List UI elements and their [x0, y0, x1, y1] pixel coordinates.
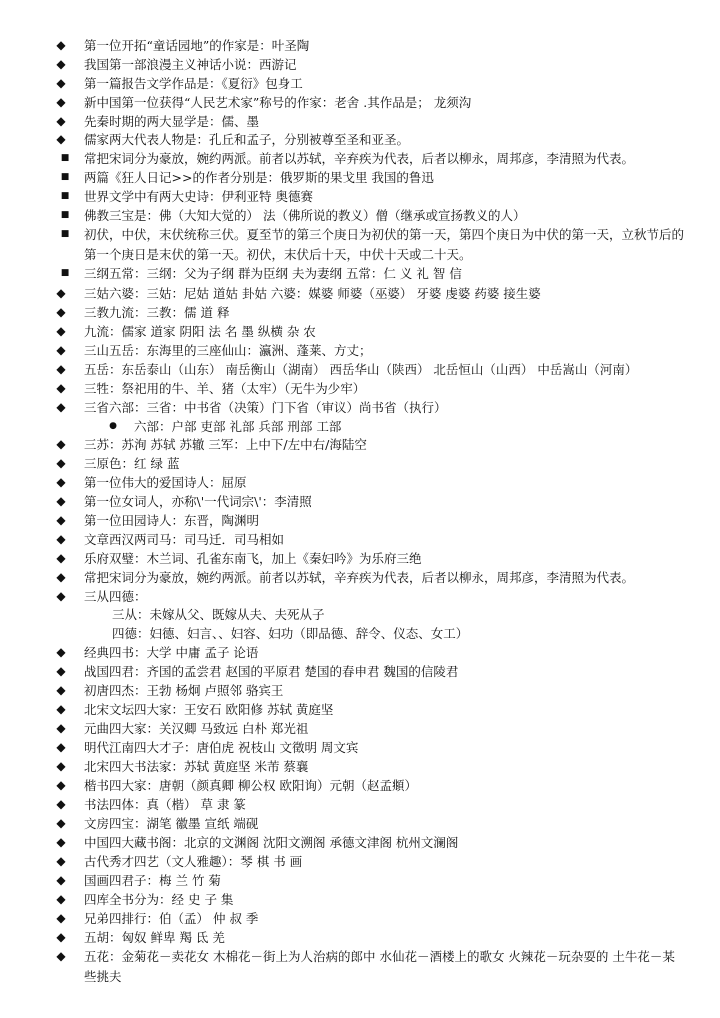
- list-item-text: 文章西汉两司马：司马迁．司马相如: [84, 532, 285, 547]
- list-item: [0, 549, 720, 568]
- list-item: [0, 168, 720, 187]
- square-bullet-icon: ■: [60, 229, 70, 239]
- list-item-text: 三姑六婆：三姑：尼姑 道姑 卦姑 六婆：媒婆 师婆（巫婆） 牙婆 虔婆 药婆 接生婆: [84, 286, 541, 301]
- list-item: [0, 417, 720, 436]
- list-item-text: 第一位女词人，亦称\'一代词宗\'：李清照: [84, 494, 312, 509]
- square-bullet-icon: ■: [60, 210, 70, 220]
- diamond-bullet-icon: ◆: [56, 494, 66, 508]
- list-item-text: 两篇《狂人日记>>的作者分别是：俄罗斯的果戈里 我国的鲁迅: [84, 170, 434, 185]
- square-bullet-icon: ■: [60, 172, 70, 182]
- diamond-bullet-icon: ◆: [56, 570, 66, 584]
- list-item: [0, 149, 720, 168]
- list-item-text: 五花：金菊花－卖花女 木棉花－街上为人治病的郎中 水仙花－酒楼上的歌女 火辣花－玩杂耍的 土牛花－某些挑夫: [84, 949, 675, 984]
- diamond-bullet-icon: ◆: [56, 324, 66, 338]
- list-item-text: 三从：未嫁从父、既嫁从夫、夫死从子: [112, 607, 325, 622]
- list-item-text: 三省六部：三省：中书省（决策）门下省（审议）尚书省（执行）: [84, 400, 447, 415]
- list-item-text: 第一位开拓“童话园地”的作家是：叶圣陶: [84, 38, 310, 53]
- list-item-text: 经典四书：大学 中庸 孟子 论语: [84, 645, 259, 660]
- list-item-text: 先秦时期的两大显学是：儒、墨: [84, 114, 260, 129]
- list-item-text: 楷书四大家：唐朝（颜真卿 柳公权 欧阳询）元朝（赵孟頫）: [84, 778, 417, 793]
- list-item: [0, 776, 720, 795]
- list-item: [0, 852, 720, 871]
- diamond-bullet-icon: ◆: [56, 816, 66, 830]
- list-item-text: 常把宋词分为豪放，婉约两派。前者以苏轼，辛弃疾为代表，后者以柳永，周邦彦，李清照为代表。: [84, 570, 635, 585]
- diamond-bullet-icon: ◆: [56, 400, 66, 414]
- diamond-bullet-icon: ◆: [56, 949, 66, 963]
- list-item: [0, 738, 720, 757]
- list-item-text: 古代秀才四艺（文人雅趣）：琴 棋 书 画: [84, 854, 303, 869]
- diamond-bullet-icon: ◆: [56, 343, 66, 357]
- diamond-bullet-icon: ◆: [56, 778, 66, 792]
- list-item-text: 儒家两大代表人物是：孔丘和孟子，分别被尊至圣和亚圣。: [84, 132, 410, 147]
- diamond-bullet-icon: ◆: [56, 854, 66, 868]
- list-item: [0, 187, 720, 206]
- list-item-text: 国画四君子：梅 兰 竹 菊: [84, 873, 221, 888]
- list-item: [0, 587, 720, 606]
- diamond-bullet-icon: ◆: [56, 456, 66, 470]
- diamond-bullet-icon: ◆: [56, 286, 66, 300]
- list-item: [0, 928, 720, 947]
- list-item-text: 三纲五常：三纲：父为子纲 群为臣纲 夫为妻纲 五常：仁 义 礼 智 信: [84, 266, 462, 281]
- diamond-bullet-icon: ◆: [56, 305, 66, 319]
- diamond-bullet-icon: ◆: [56, 911, 66, 925]
- list-item: [0, 909, 720, 928]
- list-item-text: 中国四大藏书阁：北京的文渊阁 沈阳文溯阁 承德文津阁 杭州文澜阁: [84, 835, 459, 850]
- list-item-text: 明代江南四大才子：唐伯虎 祝枝山 文徵明 周文宾: [84, 740, 359, 755]
- diamond-bullet-icon: ◆: [56, 873, 66, 887]
- list-item: [0, 681, 720, 700]
- list-item-text: 佛教三宝是：佛（大知大觉的） 法（佛所说的教义）僧（继承或宣扬教义的人）: [84, 208, 526, 223]
- diamond-bullet-icon: ◆: [56, 132, 66, 146]
- diamond-bullet-icon: ◆: [56, 835, 66, 849]
- diamond-bullet-icon: ◆: [56, 797, 66, 811]
- list-item: [0, 303, 720, 322]
- list-item-text: 第一位伟大的爱国诗人：屈原: [84, 475, 247, 490]
- list-item: [0, 360, 720, 379]
- diamond-bullet-icon: ◆: [56, 589, 66, 603]
- list-item: [0, 890, 720, 909]
- diamond-bullet-icon: ◆: [56, 95, 66, 109]
- diamond-bullet-icon: ◆: [56, 475, 66, 489]
- diamond-bullet-icon: ◆: [56, 532, 66, 546]
- list-item: [0, 398, 720, 417]
- list-item-text: 三教九流：三教：儒 道 释: [84, 305, 230, 320]
- list-item-text: 新中国第一位获得“人民艺术家”称号的作家：老舍 .其作品是； 龙须沟: [84, 95, 472, 110]
- diamond-bullet-icon: ◆: [56, 362, 66, 376]
- list-item-text: 第一篇报告文学作品是：《夏衍》包身工: [84, 76, 303, 91]
- diamond-bullet-icon: ◆: [56, 437, 66, 451]
- diamond-bullet-icon: ◆: [56, 759, 66, 773]
- diamond-bullet-icon: ◆: [56, 381, 66, 395]
- diamond-bullet-icon: ◆: [56, 645, 66, 659]
- list-item: [0, 833, 720, 852]
- list-item-text: 五胡：匈奴 鲜卑 羯 氐 羌: [84, 930, 225, 945]
- list-item: [0, 568, 720, 587]
- list-item-text: 初唐四杰：王勃 杨炯 卢照邻 骆宾王: [84, 683, 284, 698]
- list-item: [0, 757, 720, 776]
- list-item-text: 六部：户部 吏部 礼部 兵部 刑部 工部: [134, 419, 342, 434]
- diamond-bullet-icon: ◆: [56, 57, 66, 71]
- list-item: [0, 341, 720, 360]
- diamond-bullet-icon: ◆: [56, 38, 66, 52]
- list-item-text: 五岳：东岳泰山（山东） 南岳衡山（湖南） 西岳华山（陕西） 北岳恒山（山西） 中岳嵩山（河南）: [84, 362, 638, 377]
- list-item: [0, 814, 720, 833]
- diamond-bullet-icon: ◆: [56, 114, 66, 128]
- square-bullet-icon: ■: [60, 191, 70, 201]
- list-item-text: 三山五岳：东海里的三座仙山：瀛洲、蓬莱、方丈；: [84, 343, 372, 358]
- list-item: [0, 530, 720, 549]
- list-item-text: 四德：妇德、妇言、、妇容、妇功（即品德、辞令、仪态、女工）: [112, 626, 469, 641]
- list-item-text: 书法四体：真（楷） 草 隶 篆: [84, 797, 246, 812]
- list-item-text: 三原色：红 绿 蓝: [84, 456, 180, 471]
- list-item: [0, 473, 720, 492]
- diamond-bullet-icon: ◆: [56, 664, 66, 678]
- list-item-text: 第一位田园诗人：东晋，陶渊明: [84, 513, 260, 528]
- diamond-bullet-icon: ◆: [56, 551, 66, 565]
- diamond-bullet-icon: ◆: [56, 892, 66, 906]
- dot-bullet-icon: ●: [109, 421, 117, 431]
- list-item: [0, 454, 720, 473]
- list-item: [0, 511, 720, 530]
- list-item-text: 常把宋词分为豪放，婉约两派。前者以苏轼，辛弃疾为代表，后者以柳永，周邦彦，李清照为代表。: [84, 151, 635, 166]
- list-item: [0, 206, 720, 225]
- diamond-bullet-icon: ◆: [56, 930, 66, 944]
- list-item: [0, 719, 720, 738]
- list-item: [0, 284, 720, 303]
- list-item: [0, 74, 720, 93]
- diamond-bullet-icon: ◆: [56, 76, 66, 90]
- list-item: [0, 435, 720, 454]
- diamond-bullet-icon: ◆: [56, 702, 66, 716]
- square-bullet-icon: ■: [60, 153, 70, 163]
- list-item: [0, 643, 720, 662]
- list-item-text: 北宋四大书法家：苏轼 黄庭坚 米芾 蔡襄: [84, 759, 309, 774]
- list-item: [0, 795, 720, 814]
- list-item: [0, 379, 720, 398]
- diamond-bullet-icon: ◆: [56, 683, 66, 697]
- list-item-text: 乐府双璧：木兰词、孔雀东南飞，加上《秦妇吟》为乐府三绝: [84, 551, 422, 566]
- list-item: [0, 624, 720, 643]
- list-item: [0, 112, 720, 131]
- diamond-bullet-icon: ◆: [56, 513, 66, 527]
- list-item: [0, 492, 720, 511]
- list-item: [0, 93, 720, 112]
- list-item-text: 我国第一部浪漫主义神话小说：西游记: [84, 57, 297, 72]
- list-item: [0, 36, 720, 55]
- list-item: [0, 662, 720, 681]
- square-bullet-icon: ■: [60, 268, 70, 278]
- list-item: [0, 264, 720, 283]
- list-item-text: 文房四宝：湖笔 徽墨 宣纸 端砚: [84, 816, 259, 831]
- list-item-text: 三苏：苏洵 苏轼 苏辙 三军：上中下/左中右/海陆空: [84, 437, 367, 452]
- list-item: [0, 55, 720, 74]
- list-item-text: 三从四德：: [84, 589, 147, 604]
- list-item-text: 战国四君：齐国的孟尝君 赵国的平原君 楚国的春申君 魏国的信陵君: [84, 664, 459, 679]
- list-item-text: 兄弟四排行：伯（孟） 仲 叔 季: [84, 911, 259, 926]
- list-item: [0, 130, 720, 149]
- list-item: [0, 605, 720, 624]
- list-item: [0, 700, 720, 719]
- list-item-text: 元曲四大家：关汉卿 马致远 白朴 郑光祖: [84, 721, 309, 736]
- list-item-text: 初伏，中伏，末伏统称三伏。夏至节的第三个庚日为初伏的第一天，第四个庚日为中伏的第一天，立秋节后的第一个庚日是末伏的第一天。初伏，末伏后十天，中伏十天或二十天。: [84, 227, 685, 262]
- diamond-bullet-icon: ◆: [56, 740, 66, 754]
- list-item-text: 九流：儒家 道家 阴阳 法 名 墨 纵横 杂 农: [84, 324, 316, 339]
- diamond-bullet-icon: ◆: [56, 721, 66, 735]
- list-item-text: 四库全书分为：经 史 子 集: [84, 892, 234, 907]
- list-item: [0, 947, 720, 987]
- list-item: [0, 871, 720, 890]
- list-item-text: 三牲：祭祀用的牛、羊、猪（太牢）（无牛为少牢）: [84, 381, 366, 396]
- list-item-text: 世界文学中有两大史诗：伊利亚特 奥德赛: [84, 189, 313, 204]
- list-item: [0, 225, 720, 265]
- list-item-text: 北宋文坛四大家：王安石 欧阳修 苏轼 黄庭坚: [84, 702, 334, 717]
- list-item: [0, 322, 720, 341]
